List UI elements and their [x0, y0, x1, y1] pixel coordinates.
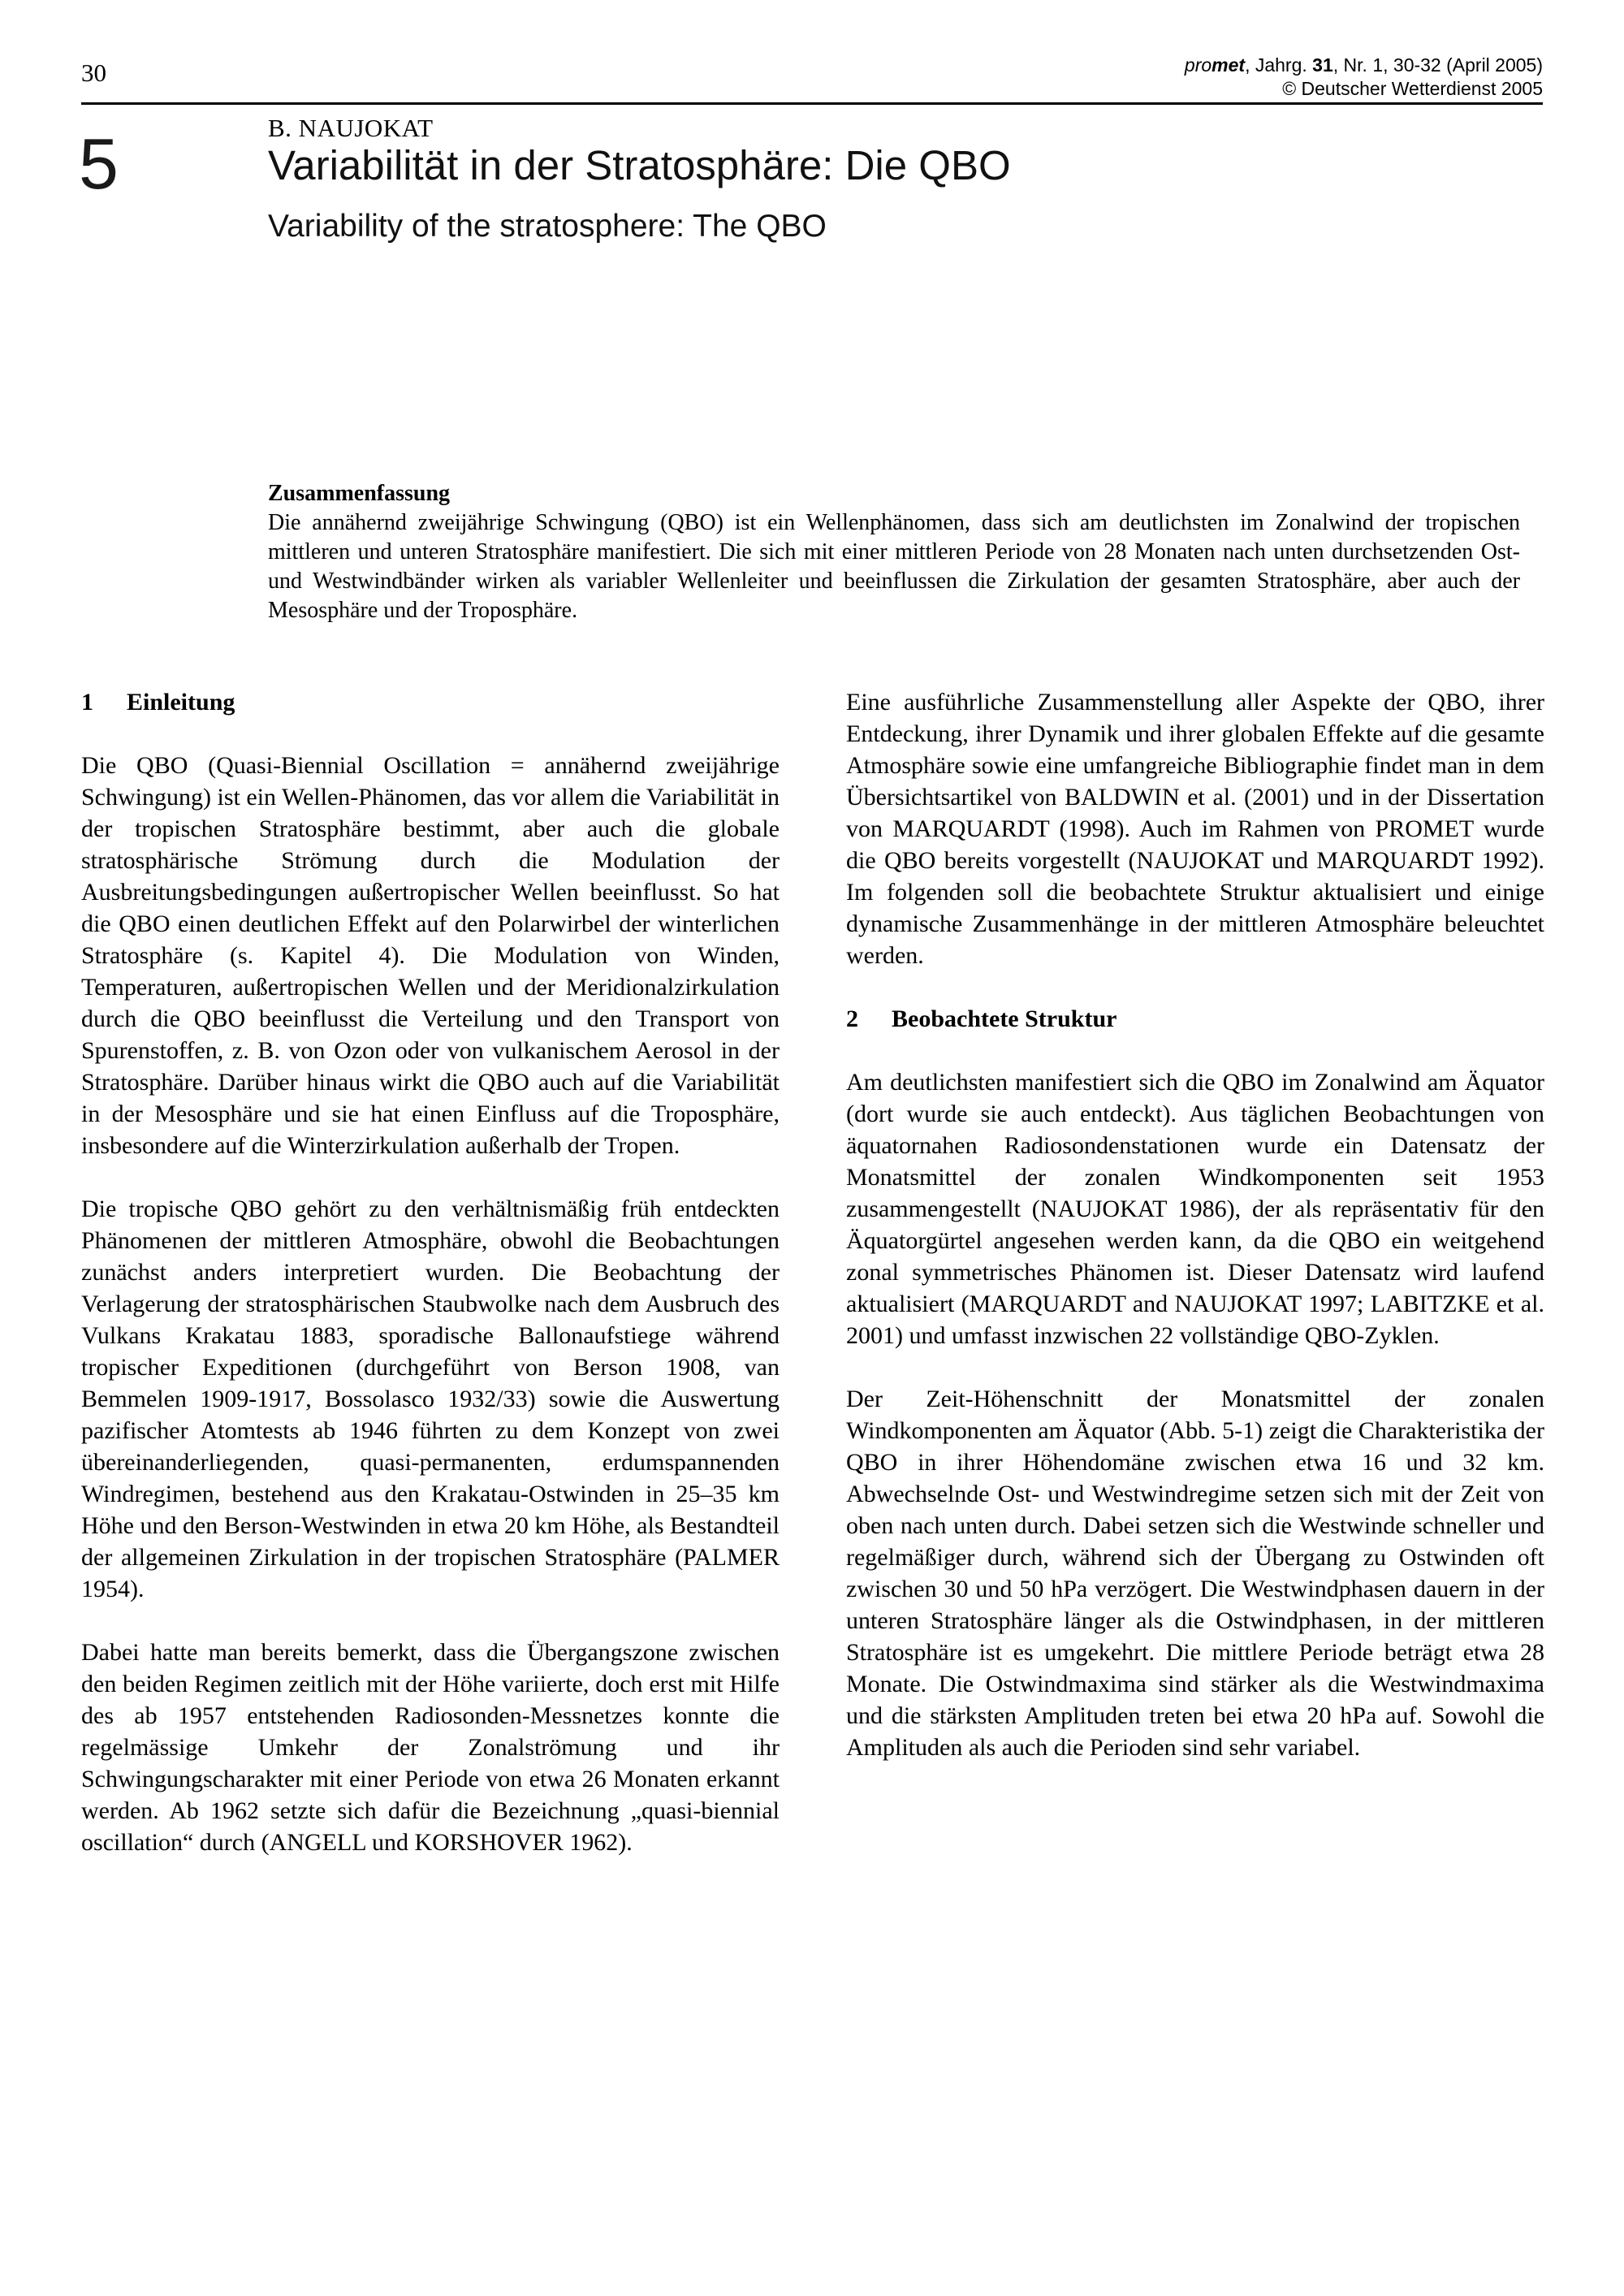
section-2-title: Beobachtete Struktur	[892, 1005, 1117, 1032]
page-number: 30	[81, 58, 106, 87]
paragraph: Dabei hatte man bereits bemerkt, dass die Übergangszone zwischen den beiden Regimen zeitlich mit der Höhe variierte, doch erst mit Hilfe des ab 1957 entstehenden Radiosonden-Messnetzes konnte die regelmässige Umkehr der Zonalströmung und ihr Schwingungscharakter mit einer Periode von etwa 26 Monaten erkannt werden. Ab 1962 setzte sich dafür die Bezeichnung „quasi-biennial oscillation“ durch (ANGELL und KORSHOVER 1962).	[81, 1639, 780, 1856]
journal-name-met: met	[1212, 54, 1246, 76]
journal-volume: 31	[1312, 54, 1333, 76]
paragraph: Der Zeit-Höhenschnitt der Monatsmittel der zonalen Windkomponenten am Äquator (Abb. 5-1) zeigt die Charakteristika der QBO in ihrer Höhendomäne zwischen etwa 16 und 32 km. Abwechselnde Ost- und Westwindregime setzen sich mit der Zeit von oben nach unten durch. Dabei setzen sich die Westwinde schneller und regelmäßiger durch, während sich der Übergang zu Ostwinden oft zwischen 30 und 50 hPa verzögert. Die Westwindphasen dauern in der unteren Stratosphäre länger als die Ostwindphasen, in der mittleren Stratosphäre ist es umgekehrt. Die mittlere Periode beträgt etwa 28 Monate. Die Ostwindmaxima sind stärker als die Westwindmaxima und die stärksten Amplituden treten bei etwa 20 hPa auf. Sowohl die Amplituden als auch die Perioden sind sehr variabel.	[846, 1386, 1544, 1761]
journal-name-pro: pro	[1184, 54, 1212, 76]
paragraph: Die tropische QBO gehört zu den verhältnismäßig früh entdeckten Phänomenen der mittleren Atmosphäre, obwohl die Beobachtungen zunächst anders interpretiert wurden. Die Beobachtung der Verlagerung der stratosphärischen Staubwolke nach dem Ausbruch des Vulkans Krakatau 1883, sporadische Ballonaufstiege während tropischer Expeditionen (durchgeführt von Berson 1908, van Bemmelen 1909-1917, Bossolasco 1932/33) sowie die Auswertung pazifischer Atomtests ab 1946 führten zu dem Konzept von zwei übereinanderliegenden, quasi-permanenten, erdumspannenden Windregimen, bestehend aus den Krakatau-Ostwinden in 25–35 km Höhe und den Berson-Westwinden in etwa 20 km Höhe, als Bestandteil der allgemeinen Zirkulation in der tropischen Stratosphäre (PALMER 1954).	[81, 1196, 780, 1602]
copyright-line: © Deutscher Wetterdienst 2005	[1282, 78, 1543, 99]
journal-header	[1185, 54, 1543, 101]
journal-citation-tail: , Nr. 1, 30-32 (April 2005)	[1332, 54, 1543, 76]
section-2-heading	[846, 1003, 1544, 1035]
paragraph: Die QBO (Quasi-Biennial Oscillation = annähernd zweijährige Schwingung) ist ein Wellen-Phänomen, das vor allem die Variabilität in der tropischen Stratosphäre bestimmt, aber auch die globale stratosphärische Strömung durch die Modulation der Ausbreitungsbedingungen außertropischer Wellen beeinflusst. So hat die QBO einen deutlichen Effekt auf den Polarwirbel der winterlichen Stratosphäre (s. Kapitel 4). Die Modulation von Winden, Temperaturen, außertropischen Wellen und der Meridionalzirkulation durch die QBO beeinflusst die Verteilung und den Transport von Spurenstoffen, z. B. von Ozon oder von vulkanischem Aerosol in der Stratosphäre. Darüber hinaus wirkt die QBO auch auf die Variabilität in der Mesosphäre und sie hat einen Einfluss auf die Troposphäre, insbesondere auf die Winterzirkulation außerhalb der Tropen.	[81, 752, 780, 1159]
abstract-text: Die annähernd zweijährige Schwingung (QBO) ist ein Wellenphänomen, dass sich am deutlichsten im Zonalwind der tropischen mittleren und unteren Stratosphäre manifestiert. Die sich mit einer mittleren Periode von 28 Monaten nach unten durchsetzenden Ost- und Westwindbänder wirken als variabler Wellenleiter und beeinflussen die Zirkulation der gesamten Stratosphäre, aber auch der Mesosphäre und der Troposphäre.	[268, 510, 1520, 623]
column-left	[81, 686, 780, 1858]
abstract-heading: Zusammenfassung	[268, 481, 451, 506]
paragraph: Eine ausführliche Zusammenstellung aller Aspekte der QBO, ihrer Entdeckung, ihrer Dynamik und ihrer globalen Effekte auf die gesamte Atmosphäre sowie eine umfangreiche Bibliographie findet man in dem Übersichtsartikel von BALDWIN et al. (2001) und in der Dissertation von MARQUARDT (1998). Auch im Rahmen von PROMET wurde die QBO bereits vorgestellt (NAUJOKAT und MARQUARDT 1992). Im folgenden soll die beobachtete Struktur aktualisiert und einige dynamische Zusammenhänge in der mittleren Atmosphäre beleuchtet werden.	[846, 689, 1544, 969]
column-right	[846, 686, 1544, 1763]
article-title-english: Variability of the stratosphere: The QBO	[268, 209, 827, 244]
section-2-number: 2	[846, 1005, 858, 1032]
journal-citation-middle: , Jahrg.	[1245, 54, 1313, 76]
section-1-title: Einleitung	[127, 689, 235, 716]
article-title-german: Variabilität in der Stratosphäre: Die QBO	[268, 142, 1011, 188]
section-1-heading	[81, 686, 780, 718]
paragraph: Am deutlichsten manifestiert sich die QBO im Zonalwind am Äquator (dort wurde sie auch entdeckt). Aus täglichen Beobachtungen von äquatornahen Radiosondenstationen wurde ein Datensatz der Monatsmittel der zonalen Windkomponenten seit 1953 zusammengestellt (NAUJOKAT 1986), der als repräsentativ für den Äquatorgürtel angesehen werden kann, da die QBO ein weitgehend zonal symmetrisches Phänomen ist. Dieser Datensatz wird laufend aktualisiert (MARQUARDT and NAUJOKAT 1997; LABITZKE et al. 2001) und umfasst inzwischen 22 vollständige QBO-Zyklen.	[846, 1069, 1544, 1349]
section-1-number: 1	[81, 689, 93, 716]
abstract-block	[268, 479, 1520, 625]
chapter-number: 5	[79, 123, 119, 204]
header-divider	[81, 102, 1543, 105]
journal-citation-line	[1185, 54, 1543, 77]
author-name: B. NAUJOKAT	[268, 114, 434, 142]
